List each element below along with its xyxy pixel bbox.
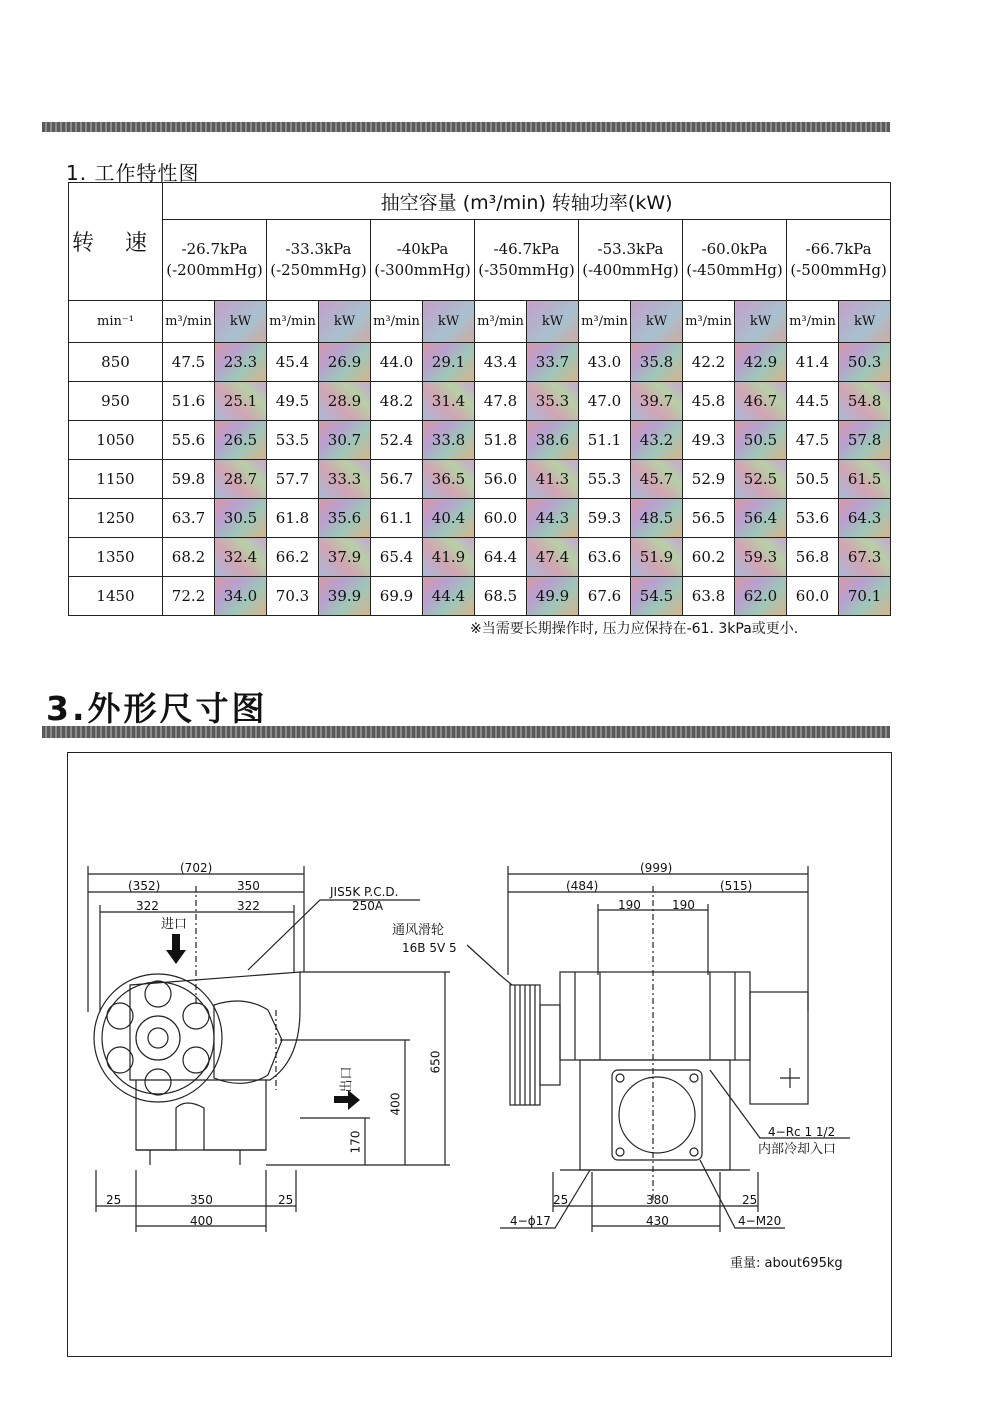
base-25a-label: 25: [106, 1193, 122, 1207]
flow-cell: 49.5: [267, 382, 319, 421]
flow-cell: 68.5: [475, 577, 527, 616]
base-380-label: 380: [646, 1193, 669, 1207]
outlet-arrow-shaft: [334, 1096, 348, 1103]
base-right-25b-label: 25: [742, 1193, 758, 1207]
power-cell: 28.7: [215, 460, 267, 499]
dim-484-label: (484): [566, 879, 599, 893]
dim-322b-label: 322: [237, 899, 260, 913]
flow-cell: 63.8: [683, 577, 735, 616]
flow-cell: 60.0: [475, 499, 527, 538]
power-cell: 42.9: [735, 343, 787, 382]
flow-cell: 43.4: [475, 343, 527, 382]
power-cell: 70.1: [839, 577, 891, 616]
flow-cell: 64.4: [475, 538, 527, 577]
unit-flow: m³/min: [371, 301, 423, 343]
speed-cell: 1450: [69, 577, 163, 616]
dim-352-label: (352): [128, 879, 161, 893]
flow-cell: 52.9: [683, 460, 735, 499]
unit-power: kW: [735, 301, 787, 343]
power-cell: 46.7: [735, 382, 787, 421]
power-cell: 50.3: [839, 343, 891, 382]
flow-cell: 61.8: [267, 499, 319, 538]
pressure-kpa: -33.3kPa: [285, 240, 352, 258]
power-cell: 30.5: [215, 499, 267, 538]
speed-cell: 850: [69, 343, 163, 382]
power-cell: 57.8: [839, 421, 891, 460]
power-cell: 31.4: [423, 382, 475, 421]
power-cell: 64.3: [839, 499, 891, 538]
dim-999-label: (999): [640, 861, 673, 875]
dim-190b-label: 190: [672, 898, 695, 912]
flow-cell: 55.3: [579, 460, 631, 499]
power-cell: 54.8: [839, 382, 891, 421]
flow-cell: 65.4: [371, 538, 423, 577]
section-title-performance: 1. 工作特性图: [66, 161, 200, 185]
base-400-label: 400: [190, 1214, 213, 1228]
flow-cell: 60.2: [683, 538, 735, 577]
speed-cell: 1350: [69, 538, 163, 577]
unit-flow: m³/min: [267, 301, 319, 343]
flow-cell: 48.2: [371, 382, 423, 421]
pressure-mmhg: (-450mmHg): [686, 261, 783, 279]
flow-cell: 67.6: [579, 577, 631, 616]
power-cell: 50.5: [735, 421, 787, 460]
flow-cell: 61.1: [371, 499, 423, 538]
flow-cell: 66.2: [267, 538, 319, 577]
base-25b-label: 25: [278, 1193, 294, 1207]
outlet-arrow-head: [348, 1090, 360, 1110]
power-cell: 59.3: [735, 538, 787, 577]
pressure-kpa: -66.7kPa: [805, 240, 872, 258]
power-cell: 45.7: [631, 460, 683, 499]
flow-cell: 55.6: [163, 421, 215, 460]
power-cell: 54.5: [631, 577, 683, 616]
power-cell: 26.9: [319, 343, 371, 382]
flow-cell: 72.2: [163, 577, 215, 616]
unit-flow: m³/min: [579, 301, 631, 343]
power-cell: 33.8: [423, 421, 475, 460]
flow-cell: 59.8: [163, 460, 215, 499]
power-cell: 28.9: [319, 382, 371, 421]
flow-cell: 60.0: [787, 577, 839, 616]
weight-label: 重量: about695kg: [730, 1256, 843, 1271]
power-cell: 39.7: [631, 382, 683, 421]
flow-cell: 53.5: [267, 421, 319, 460]
flow-cell: 50.5: [787, 460, 839, 499]
flow-cell: 51.1: [579, 421, 631, 460]
height-170-label: 170: [348, 1130, 363, 1154]
pressure-kpa: -60.0kPa: [701, 240, 768, 258]
flow-cell: 63.7: [163, 499, 215, 538]
cooling-spec-label: 4−Rc 1 1/2: [768, 1125, 836, 1139]
speed-cell: 950: [69, 382, 163, 421]
unit-power: kW: [319, 301, 371, 343]
unit-flow: m³/min: [163, 301, 215, 343]
power-cell: 61.5: [839, 460, 891, 499]
power-cell: 32.4: [215, 538, 267, 577]
unit-flow: m³/min: [683, 301, 735, 343]
pressure-kpa: -46.7kPa: [493, 240, 560, 258]
unit-power: kW: [631, 301, 683, 343]
pressure-kpa: -53.3kPa: [597, 240, 664, 258]
flow-cell: 44.5: [787, 382, 839, 421]
pressure-mmhg: (-250mmHg): [270, 261, 367, 279]
power-cell: 33.3: [319, 460, 371, 499]
operation-note: ※当需要长期操作时, 压力应保持在-61. 3kPa或更小.: [470, 621, 799, 637]
inlet-arrow-shaft: [172, 934, 180, 950]
unit-power: kW: [839, 301, 891, 343]
flow-cell: 47.0: [579, 382, 631, 421]
flow-cell: 70.3: [267, 577, 319, 616]
power-cell: 36.5: [423, 460, 475, 499]
flange-size-label: 250A: [352, 899, 384, 913]
base-right-25a-label: 25: [553, 1193, 569, 1207]
inlet-label: 进口: [161, 917, 188, 932]
speed-cell: 1250: [69, 499, 163, 538]
power-cell: 34.0: [215, 577, 267, 616]
power-cell: 38.6: [527, 421, 579, 460]
power-cell: 41.3: [527, 460, 579, 499]
base-430-label: 430: [646, 1214, 669, 1228]
power-cell: 47.4: [527, 538, 579, 577]
power-cell: 62.0: [735, 577, 787, 616]
speed-cell: 1150: [69, 460, 163, 499]
power-cell: 67.3: [839, 538, 891, 577]
flange-spec-label: JIS5K P.C.D.: [330, 885, 399, 899]
unit-power: kW: [423, 301, 475, 343]
pressure-kpa: -40kPa: [396, 240, 449, 258]
flow-cell: 43.0: [579, 343, 631, 382]
power-cell: 43.2: [631, 421, 683, 460]
flow-cell: 52.4: [371, 421, 423, 460]
flow-cell: 47.5: [787, 421, 839, 460]
power-cell: 29.1: [423, 343, 475, 382]
power-cell: 35.3: [527, 382, 579, 421]
speed-unit: min⁻¹: [69, 301, 163, 343]
power-cell: 40.4: [423, 499, 475, 538]
flow-cell: 59.3: [579, 499, 631, 538]
power-cell: 44.4: [423, 577, 475, 616]
power-cell: 44.3: [527, 499, 579, 538]
power-cell: 56.4: [735, 499, 787, 538]
flow-cell: 41.4: [787, 343, 839, 382]
speed-header: 转 速: [69, 183, 163, 301]
dim-702-label: (702): [180, 861, 213, 875]
flow-cell: 63.6: [579, 538, 631, 577]
pressure-mmhg: (-500mmHg): [790, 261, 887, 279]
dim-350-label: 350: [237, 879, 260, 893]
dim-515-label: (515): [720, 879, 753, 893]
flow-cell: 56.5: [683, 499, 735, 538]
pressure-mmhg: (-350mmHg): [478, 261, 575, 279]
flow-cell: 45.4: [267, 343, 319, 382]
flow-cell: 68.2: [163, 538, 215, 577]
flow-cell: 51.6: [163, 382, 215, 421]
flow-cell: 49.3: [683, 421, 735, 460]
flow-cell: 45.8: [683, 382, 735, 421]
inlet-arrow-head: [166, 950, 186, 964]
flow-cell: 56.7: [371, 460, 423, 499]
power-cell: 35.6: [319, 499, 371, 538]
power-cell: 35.8: [631, 343, 683, 382]
pressure-mmhg: (-300mmHg): [374, 261, 471, 279]
flow-cell: 56.8: [787, 538, 839, 577]
power-cell: 25.1: [215, 382, 267, 421]
pulley-spec-label: 16B 5V 5: [402, 941, 457, 955]
power-cell: 49.9: [527, 577, 579, 616]
flow-cell: 69.9: [371, 577, 423, 616]
bolt-spec-label: 4−M20: [738, 1214, 782, 1228]
flow-cell: 53.6: [787, 499, 839, 538]
unit-power: kW: [215, 301, 267, 343]
power-cell: 23.3: [215, 343, 267, 382]
pressure-mmhg: (-200mmHg): [166, 261, 263, 279]
flow-cell: 47.8: [475, 382, 527, 421]
power-cell: 48.5: [631, 499, 683, 538]
base-350-label: 350: [190, 1193, 213, 1207]
flow-cell: 42.2: [683, 343, 735, 382]
flow-cell: 51.8: [475, 421, 527, 460]
hole-spec-label: 4−ϕ17: [510, 1214, 551, 1228]
power-cell: 26.5: [215, 421, 267, 460]
unit-power: kW: [527, 301, 579, 343]
power-cell: 52.5: [735, 460, 787, 499]
outlet-label: 出口: [339, 1066, 355, 1093]
power-cell: 37.9: [319, 538, 371, 577]
flow-cell: 56.0: [475, 460, 527, 499]
flow-cell: 44.0: [371, 343, 423, 382]
flow-cell: 57.7: [267, 460, 319, 499]
pressure-kpa: -26.7kPa: [181, 240, 248, 258]
cooling-inlet-label: 内部冷却入口: [758, 1142, 837, 1157]
dim-322a-label: 322: [136, 899, 159, 913]
power-cell: 30.7: [319, 421, 371, 460]
height-400-label: 400: [388, 1092, 403, 1116]
section-title-dimensions: 3.外形尺寸图: [46, 689, 268, 728]
dim-190a-label: 190: [618, 898, 641, 912]
table-main-header: 抽空容量 (m³/min) 转轴功率(kW): [163, 183, 891, 220]
pulley-label: 通风滑轮: [392, 923, 445, 938]
power-cell: 39.9: [319, 577, 371, 616]
power-cell: 41.9: [423, 538, 475, 577]
unit-flow: m³/min: [475, 301, 527, 343]
pressure-mmhg: (-400mmHg): [582, 261, 679, 279]
power-cell: 51.9: [631, 538, 683, 577]
speed-cell: 1050: [69, 421, 163, 460]
flow-cell: 47.5: [163, 343, 215, 382]
height-650-label: 650: [428, 1050, 443, 1074]
unit-flow: m³/min: [787, 301, 839, 343]
power-cell: 33.7: [527, 343, 579, 382]
